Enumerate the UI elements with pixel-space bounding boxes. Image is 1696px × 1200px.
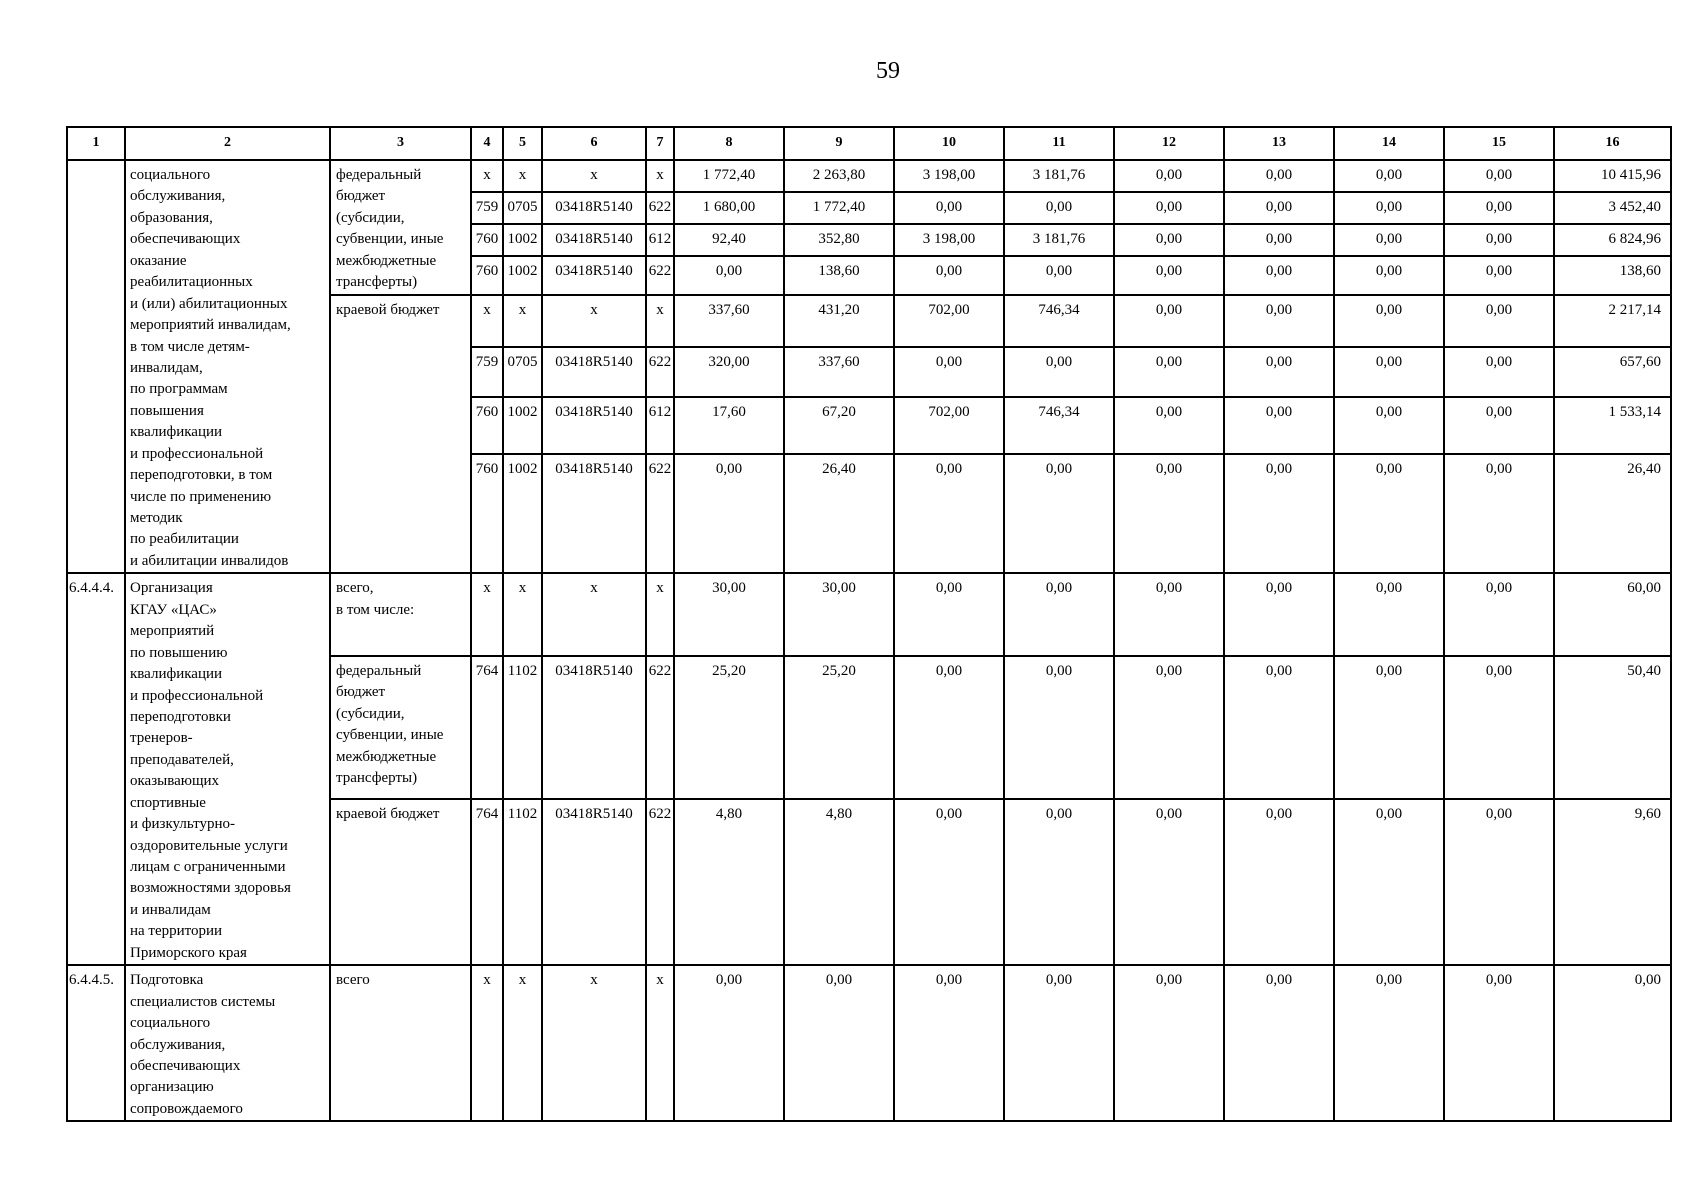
ministry-code-cell: x: [471, 965, 503, 1121]
section-code-cell: 1002: [503, 256, 542, 295]
amount-cell-col-8: 320,00: [674, 347, 784, 397]
amount-cell-col-12: 0,00: [1114, 347, 1224, 397]
amount-cell-col-10: 0,00: [894, 454, 1004, 573]
ministry-code-cell: x: [471, 295, 503, 348]
amount-cell-col-10: 0,00: [894, 799, 1004, 965]
amount-cell-col-14: 0,00: [1334, 295, 1444, 348]
amount-cell-col-12: 0,00: [1114, 397, 1224, 454]
item-name: социального обслуживания, образования, обеспечивающих оказание реабилитационных и (или) абилитационных мероприятий инвалидам, в том числе детям- инвалидам, по программам повышения квалификации и профессиональной переподготовки, в том числе по применению методик по реабилитации и абилитации инвалидов: [125, 160, 330, 573]
ministry-code-cell: 760: [471, 256, 503, 295]
page-number: 59: [876, 58, 900, 84]
target-item-code-cell: x: [542, 160, 646, 192]
expense-type-code-cell: 622: [646, 256, 674, 295]
col-header-6: 6: [542, 127, 646, 160]
amount-cell-col-14: 0,00: [1334, 656, 1444, 799]
expense-type-code-cell: 622: [646, 799, 674, 965]
amount-cell-col-12: 0,00: [1114, 224, 1224, 256]
header-row: [67, 127, 1671, 160]
amount-cell-col-11: 0,00: [1004, 256, 1114, 295]
amount-cell-col-11: 3 181,76: [1004, 160, 1114, 192]
amount-cell-col-9: 352,80: [784, 224, 894, 256]
amount-cell-col-16: 2 217,14: [1554, 295, 1671, 348]
amount-cell-col-8: 92,40: [674, 224, 784, 256]
amount-cell-col-15: 0,00: [1444, 347, 1554, 397]
amount-cell-col-12: 0,00: [1114, 573, 1224, 656]
amount-cell-col-14: 0,00: [1334, 965, 1444, 1121]
amount-cell-col-16: 0,00: [1554, 965, 1671, 1121]
amount-cell-col-16: 50,40: [1554, 656, 1671, 799]
funding-source: краевой бюджет: [330, 799, 471, 965]
ministry-code-cell: 760: [471, 454, 503, 573]
amount-cell-col-14: 0,00: [1334, 799, 1444, 965]
amount-cell-col-10: 3 198,00: [894, 160, 1004, 192]
amount-cell-col-9: 1 772,40: [784, 192, 894, 224]
amount-cell-col-14: 0,00: [1334, 256, 1444, 295]
amount-cell-col-16: 657,60: [1554, 347, 1671, 397]
ministry-code-cell: x: [471, 160, 503, 192]
amount-cell-col-15: 0,00: [1444, 799, 1554, 965]
amount-cell-col-9: 138,60: [784, 256, 894, 295]
amount-cell-col-10: 0,00: [894, 573, 1004, 656]
amount-cell-col-9: 67,20: [784, 397, 894, 454]
amount-cell-col-14: 0,00: [1334, 397, 1444, 454]
amount-cell-col-12: 0,00: [1114, 295, 1224, 348]
ministry-code-cell: 760: [471, 224, 503, 256]
funding-source: краевой бюджет: [330, 295, 471, 574]
amount-cell-col-8: 0,00: [674, 256, 784, 295]
expense-type-code-cell: 622: [646, 454, 674, 573]
amount-cell-col-9: 431,20: [784, 295, 894, 348]
section-code-cell: 0705: [503, 192, 542, 224]
col-header-14: 14: [1334, 127, 1444, 160]
amount-cell-col-15: 0,00: [1444, 656, 1554, 799]
amount-cell-col-16: 9,60: [1554, 799, 1671, 965]
amount-cell-col-8: 30,00: [674, 573, 784, 656]
amount-cell-col-13: 0,00: [1224, 295, 1334, 348]
amount-cell-col-13: 0,00: [1224, 256, 1334, 295]
amount-cell-col-14: 0,00: [1334, 347, 1444, 397]
amount-cell-col-15: 0,00: [1444, 224, 1554, 256]
target-item-code-cell: 03418R5140: [542, 454, 646, 573]
target-item-code-cell: x: [542, 295, 646, 348]
target-item-code-cell: 03418R5140: [542, 799, 646, 965]
expense-type-code-cell: 622: [646, 192, 674, 224]
amount-cell-col-11: 0,00: [1004, 347, 1114, 397]
amount-cell-col-15: 0,00: [1444, 160, 1554, 192]
amount-cell-col-11: 746,34: [1004, 295, 1114, 348]
amount-cell-col-16: 3 452,40: [1554, 192, 1671, 224]
amount-cell-col-8: 0,00: [674, 965, 784, 1121]
col-header-15: 15: [1444, 127, 1554, 160]
table-body: [67, 160, 1671, 1121]
col-header-4: 4: [471, 127, 503, 160]
section-code-cell: x: [503, 573, 542, 656]
funding-source: всего: [330, 965, 471, 1121]
amount-cell-col-13: 0,00: [1224, 160, 1334, 192]
amount-cell-col-13: 0,00: [1224, 224, 1334, 256]
amount-cell-col-11: 0,00: [1004, 192, 1114, 224]
ministry-code-cell: 759: [471, 192, 503, 224]
amount-cell-col-14: 0,00: [1334, 160, 1444, 192]
funding-source: всего, в том числе:: [330, 573, 471, 656]
amount-cell-col-12: 0,00: [1114, 965, 1224, 1121]
amount-cell-col-10: 702,00: [894, 295, 1004, 348]
amount-cell-col-15: 0,00: [1444, 256, 1554, 295]
col-header-8: 8: [674, 127, 784, 160]
expense-type-code-cell: x: [646, 965, 674, 1121]
col-header-16: 16: [1554, 127, 1671, 160]
item-name: Организация КГАУ «ЦАС» мероприятий по повышению квалификации и профессиональной переподготовки тренеров- преподавателей, оказывающих спортивные и физкультурно- оздоровительные услуги лицам с ограниченными возможностями здоровья и инвалидам на территории Приморского края: [125, 573, 330, 965]
funding-source: федеральный бюджет (субсидии, субвенции, иные межбюджетные трансферты): [330, 160, 471, 295]
expense-type-code-cell: 622: [646, 656, 674, 799]
amount-cell-col-15: 0,00: [1444, 454, 1554, 573]
amount-cell-col-16: 138,60: [1554, 256, 1671, 295]
col-header-13: 13: [1224, 127, 1334, 160]
item-name: Подготовка специалистов системы социального обслуживания, обеспечивающих организацию сопровождаемого: [125, 965, 330, 1121]
col-header-9: 9: [784, 127, 894, 160]
amount-cell-col-13: 0,00: [1224, 965, 1334, 1121]
target-item-code-cell: 03418R5140: [542, 224, 646, 256]
amount-cell-col-9: 337,60: [784, 347, 894, 397]
amount-cell-col-13: 0,00: [1224, 192, 1334, 224]
expense-type-code-cell: x: [646, 573, 674, 656]
ministry-code-cell: 759: [471, 347, 503, 397]
amount-cell-col-14: 0,00: [1334, 224, 1444, 256]
target-item-code-cell: 03418R5140: [542, 397, 646, 454]
amount-cell-col-12: 0,00: [1114, 256, 1224, 295]
amount-cell-col-15: 0,00: [1444, 192, 1554, 224]
item-number: 6.4.4.4.: [67, 573, 125, 965]
table-row: [67, 160, 1671, 192]
expense-type-code-cell: 612: [646, 224, 674, 256]
amount-cell-col-12: 0,00: [1114, 656, 1224, 799]
col-header-2: 2: [125, 127, 330, 160]
amount-cell-col-13: 0,00: [1224, 397, 1334, 454]
amount-cell-col-10: 702,00: [894, 397, 1004, 454]
amount-cell-col-16: 10 415,96: [1554, 160, 1671, 192]
amount-cell-col-11: 0,00: [1004, 965, 1114, 1121]
amount-cell-col-9: 4,80: [784, 799, 894, 965]
amount-cell-col-15: 0,00: [1444, 965, 1554, 1121]
col-header-1: 1: [67, 127, 125, 160]
amount-cell-col-9: 2 263,80: [784, 160, 894, 192]
ministry-code-cell: 760: [471, 397, 503, 454]
amount-cell-col-11: 0,00: [1004, 656, 1114, 799]
expense-type-code-cell: x: [646, 295, 674, 348]
amount-cell-col-9: 30,00: [784, 573, 894, 656]
amount-cell-col-13: 0,00: [1224, 347, 1334, 397]
amount-cell-col-16: 60,00: [1554, 573, 1671, 656]
amount-cell-col-13: 0,00: [1224, 656, 1334, 799]
amount-cell-col-8: 1 680,00: [674, 192, 784, 224]
ministry-code-cell: 764: [471, 799, 503, 965]
target-item-code-cell: 03418R5140: [542, 347, 646, 397]
amount-cell-col-11: 0,00: [1004, 799, 1114, 965]
amount-cell-col-12: 0,00: [1114, 454, 1224, 573]
amount-cell-col-13: 0,00: [1224, 799, 1334, 965]
col-header-5: 5: [503, 127, 542, 160]
amount-cell-col-15: 0,00: [1444, 573, 1554, 656]
amount-cell-col-8: 0,00: [674, 454, 784, 573]
funding-source: федеральный бюджет (субсидии, субвенции, иные межбюджетные трансферты): [330, 656, 471, 799]
amount-cell-col-13: 0,00: [1224, 454, 1334, 573]
ministry-code-cell: x: [471, 573, 503, 656]
amount-cell-col-12: 0,00: [1114, 160, 1224, 192]
amount-cell-col-10: 0,00: [894, 965, 1004, 1121]
expense-type-code-cell: 612: [646, 397, 674, 454]
ministry-code-cell: 764: [471, 656, 503, 799]
amount-cell-col-12: 0,00: [1114, 799, 1224, 965]
col-header-3: 3: [330, 127, 471, 160]
col-header-10: 10: [894, 127, 1004, 160]
target-item-code-cell: x: [542, 965, 646, 1121]
amount-cell-col-16: 26,40: [1554, 454, 1671, 573]
col-header-7: 7: [646, 127, 674, 160]
amount-cell-col-9: 26,40: [784, 454, 894, 573]
amount-cell-col-8: 25,20: [674, 656, 784, 799]
section-code-cell: 1002: [503, 397, 542, 454]
amount-cell-col-10: 0,00: [894, 256, 1004, 295]
amount-cell-col-11: 746,34: [1004, 397, 1114, 454]
amount-cell-col-11: 0,00: [1004, 573, 1114, 656]
expense-type-code-cell: 622: [646, 347, 674, 397]
section-code-cell: x: [503, 295, 542, 348]
target-item-code-cell: 03418R5140: [542, 656, 646, 799]
amount-cell-col-15: 0,00: [1444, 397, 1554, 454]
amount-cell-col-8: 1 772,40: [674, 160, 784, 192]
target-item-code-cell: 03418R5140: [542, 256, 646, 295]
section-code-cell: 1002: [503, 224, 542, 256]
amount-cell-col-13: 0,00: [1224, 573, 1334, 656]
amount-cell-col-16: 6 824,96: [1554, 224, 1671, 256]
expense-type-code-cell: x: [646, 160, 674, 192]
amount-cell-col-8: 4,80: [674, 799, 784, 965]
amount-cell-col-12: 0,00: [1114, 192, 1224, 224]
section-code-cell: 1102: [503, 799, 542, 965]
item-number: 6.4.4.5.: [67, 965, 125, 1121]
amount-cell-col-10: 3 198,00: [894, 224, 1004, 256]
amount-cell-col-8: 17,60: [674, 397, 784, 454]
section-code-cell: 0705: [503, 347, 542, 397]
budget-table: [66, 126, 1672, 1122]
amount-cell-col-8: 337,60: [674, 295, 784, 348]
item-number: [67, 160, 125, 573]
amount-cell-col-16: 1 533,14: [1554, 397, 1671, 454]
table-row: [67, 965, 1671, 1121]
col-header-12: 12: [1114, 127, 1224, 160]
table-row: [67, 573, 1671, 656]
amount-cell-col-15: 0,00: [1444, 295, 1554, 348]
amount-cell-col-10: 0,00: [894, 347, 1004, 397]
amount-cell-col-11: 0,00: [1004, 454, 1114, 573]
amount-cell-col-14: 0,00: [1334, 192, 1444, 224]
col-header-11: 11: [1004, 127, 1114, 160]
amount-cell-col-10: 0,00: [894, 656, 1004, 799]
amount-cell-col-9: 0,00: [784, 965, 894, 1121]
amount-cell-col-14: 0,00: [1334, 573, 1444, 656]
amount-cell-col-11: 3 181,76: [1004, 224, 1114, 256]
amount-cell-col-14: 0,00: [1334, 454, 1444, 573]
target-item-code-cell: x: [542, 573, 646, 656]
section-code-cell: x: [503, 160, 542, 192]
section-code-cell: 1102: [503, 656, 542, 799]
target-item-code-cell: 03418R5140: [542, 192, 646, 224]
amount-cell-col-10: 0,00: [894, 192, 1004, 224]
amount-cell-col-9: 25,20: [784, 656, 894, 799]
section-code-cell: x: [503, 965, 542, 1121]
section-code-cell: 1002: [503, 454, 542, 573]
